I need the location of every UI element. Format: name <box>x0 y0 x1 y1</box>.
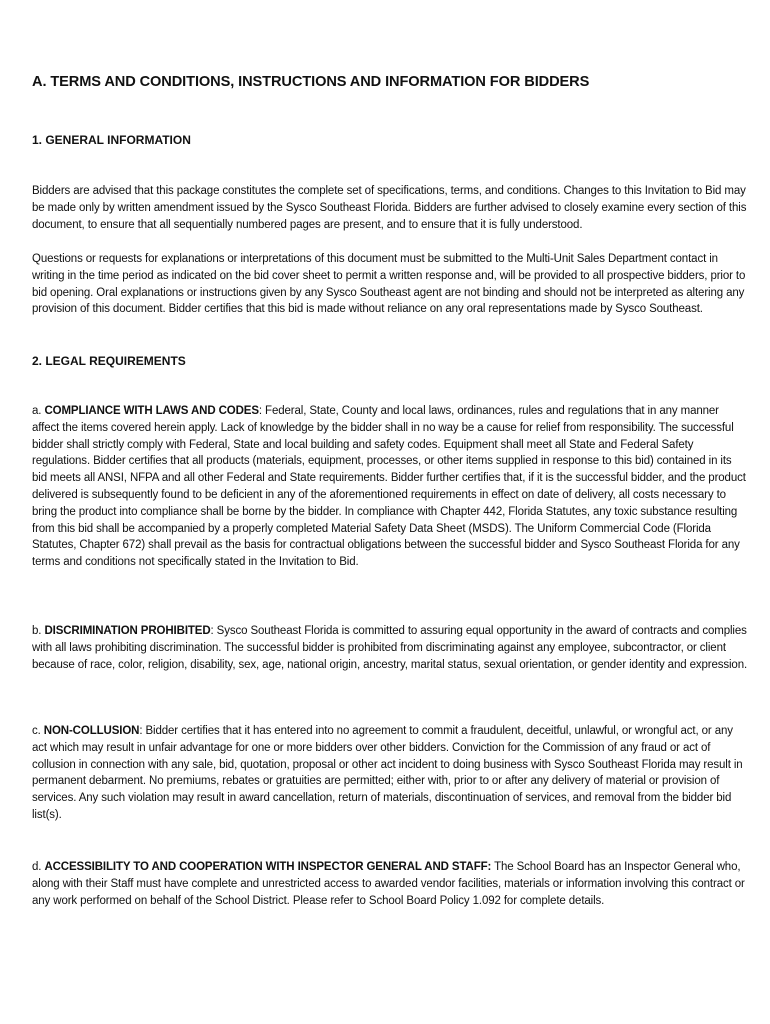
page-title: A. TERMS AND CONDITIONS, INSTRUCTIONS AND INFORMATION FOR BIDDERS <box>32 74 590 90</box>
clause-c-prefix: c. <box>32 725 44 737</box>
clause-c-text: : Bidder certifies that it has entered into no agreement to commit a fraudulent, deceitful, unlawful, or wrongful act, or any act which may result in unfair advantage for one or more bidders over other bidders. Conviction for the Commission of any fraud or act of collusion in connection with any sale, bid, quotation, proposal or other act incident to doing business with Sysco Southeast Florida may result in permanent debarment. No premiums, rebates or gratuities are permitted; either with, prior to or after any delivery of material or provision of services. Any such violation may result in award cancellation, return of materials, discontinuation of services, and removal from the bidder bid list(s). <box>32 725 743 821</box>
clause-d-text: The School Board has an Inspector General who, along with their Staff must have complete and unrestricted access to awarded vendor facilities, materials or information involving this contract or any work performed on behalf of the School District. Please refer to School Board Policy 1.092 for complete details. <box>32 861 745 907</box>
general-info-paragraph-2: Questions or requests for explanations or interpretations of this document must be submitted to the Multi-Unit Sales Department contact in writing in the time period as indicated on the bid cover sheet to permit a written response and, will be provided to all prospective bidders, prior to bid opening. Oral explanations or instructions given by any Sysco Southeast agent are not binding and should not be interpreted as altering any provision of this document. Bidder certifies that this bid is made without reliance on any oral representations made by Sysco Southeast. <box>32 253 746 316</box>
section-heading-legal-requirements: 2. LEGAL REQUIREMENTS <box>32 354 186 368</box>
clause-a-label: COMPLIANCE WITH LAWS AND CODES <box>44 405 259 417</box>
clause-d-label: ACCESSIBILITY TO AND COOPERATION WITH INSPECTOR GENERAL AND STAFF: <box>44 861 492 873</box>
clause-a-prefix: a. <box>32 405 45 417</box>
clause-b-label: DISCRIMINATION PROHIBITED <box>44 625 211 637</box>
clause-b-text: : Sysco Southeast Florida is committed to assuring equal opportunity in the award of contracts and complies with all laws prohibiting discrimination. The successful bidder is prohibited from discriminating against any employee, subcontractor, or client because of race, color, religion, disability, sex, age, national origin, ancestry, marital status, sexual orientation, or gender identity and expression. <box>32 625 748 671</box>
clause-b-prefix: b. <box>32 625 45 637</box>
general-info-paragraph-1: Bidders are advised that this package constitutes the complete set of specifications, terms, and conditions. Changes to this Invitation to Bid may be made only by written amendment issued by the Sysco Southeast Florida. Bidders are further advised to closely examine every section of this document, to ensure that all sequentially numbered pages are present, and to ensure that it is fully understood. <box>32 185 747 231</box>
clause-a-text: : Federal, State, County and local laws, ordinances, rules and regulations that in any manner affect the items covered herein apply. Lack of knowledge by the bidder shall in no way be a cause for relief from responsibility. The successful bidder shall strictly comply with Federal, State and local building and safety codes. Equipment shall meet all State and Federal Safety regulations. Bidder certifies that all products (materials, equipment, processes, or other items supplied in response to this bid) contained in its bid meets all ANSI, NFPA and all other Federal and State requirements. Bidder further certifies that, if it is the successful bidder, and the product delivered is subsequently found to be deficient in any of the aforementioned requirements in effect on date of delivery, all costs necessary to bring the product into compliance shall be borne by the bidder. In compliance with Chapter 442, Florida Statutes, any toxic substance resulting from this bid shall be accompanied by a properly completed Material Safety Data Sheet (MSDS). The Uniform Commercial Code (Florida Statutes, Chapter 672) shall prevail as the basis for contractual obligations between the successful bidder and Sysco Southeast Florida for any terms and conditions not specifically stated in the Invitation to Bid. <box>32 405 746 569</box>
clause-d-inspector-general <box>32 859 748 909</box>
clause-c-label: NON-COLLUSION <box>43 725 140 737</box>
clause-c-non-collusion <box>32 723 748 824</box>
clause-b-discrimination <box>32 623 748 673</box>
clause-a-compliance <box>32 403 748 571</box>
clause-d-prefix: d. <box>32 861 45 873</box>
section-heading-general-information: 1. GENERAL INFORMATION <box>32 133 191 147</box>
